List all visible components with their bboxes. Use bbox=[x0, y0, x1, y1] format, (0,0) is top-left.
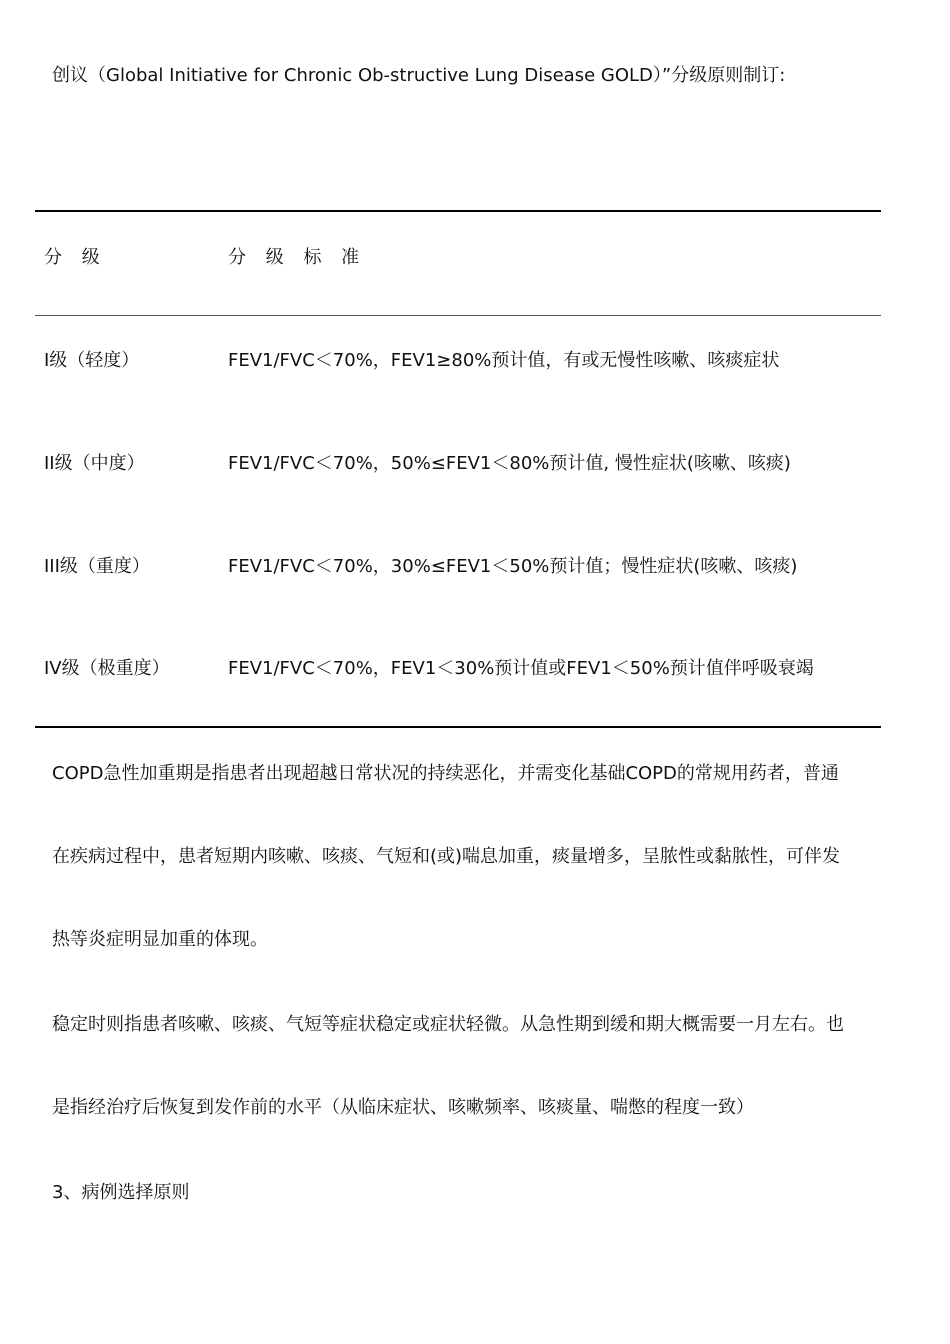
table-top-rule bbox=[35, 210, 881, 212]
table-header-grade: 分 级 bbox=[44, 247, 107, 268]
body-paragraph-line: 热等炎症明显加重的体现。 bbox=[52, 929, 268, 950]
row-criteria: FEV1/FVC＜70%，50%≤FEV1＜80%预计值, 慢性症状(咳嗽、咳痰) bbox=[228, 453, 791, 474]
table-header-rule bbox=[35, 315, 881, 316]
row-criteria: FEV1/FVC＜70%，FEV1＜30%预计值或FEV1＜50%预计值伴呼吸衰竭 bbox=[228, 658, 814, 679]
body-paragraph-line: COPD急性加重期是指患者出现超越日常状况的持续恶化，并需变化基础COPD的常规用药者，普通 bbox=[52, 763, 839, 784]
row-criteria: FEV1/FVC＜70%，FEV1≥80%预计值，有或无慢性咳嗽、咳痰症状 bbox=[228, 350, 780, 371]
row-grade: III级（重度） bbox=[44, 556, 150, 577]
body-paragraph-line: 在疾病过程中，患者短期内咳嗽、咳痰、气短和(或)喘息加重，痰量增多，呈脓性或黏脓性，可伴发 bbox=[52, 846, 841, 867]
row-grade: II级（中度） bbox=[44, 453, 145, 474]
table-bottom-rule bbox=[35, 726, 881, 728]
row-grade: I级（轻度） bbox=[44, 350, 140, 371]
intro-line: 创议（Global Initiative for Chronic Ob-structive Lung Disease GOLD）”分级原则制订: bbox=[52, 65, 786, 86]
row-grade: IV级（极重度） bbox=[44, 658, 170, 679]
table-header-criteria: 分 级 标 准 bbox=[228, 247, 367, 268]
row-criteria: FEV1/FVC＜70%，30%≤FEV1＜50%预计值；慢性症状(咳嗽、咳痰) bbox=[228, 556, 798, 577]
body-paragraph-line: 是指经治疗后恢复到发作前的水平（从临床症状、咳嗽频率、咳痰量、喘憋的程度一致） bbox=[52, 1097, 754, 1118]
section-heading: 3、病例选择原则 bbox=[52, 1182, 190, 1203]
body-paragraph-line: 稳定时则指患者咳嗽、咳痰、气短等症状稳定或症状轻微。从急性期到缓和期大概需要一月左右。也 bbox=[52, 1014, 844, 1035]
